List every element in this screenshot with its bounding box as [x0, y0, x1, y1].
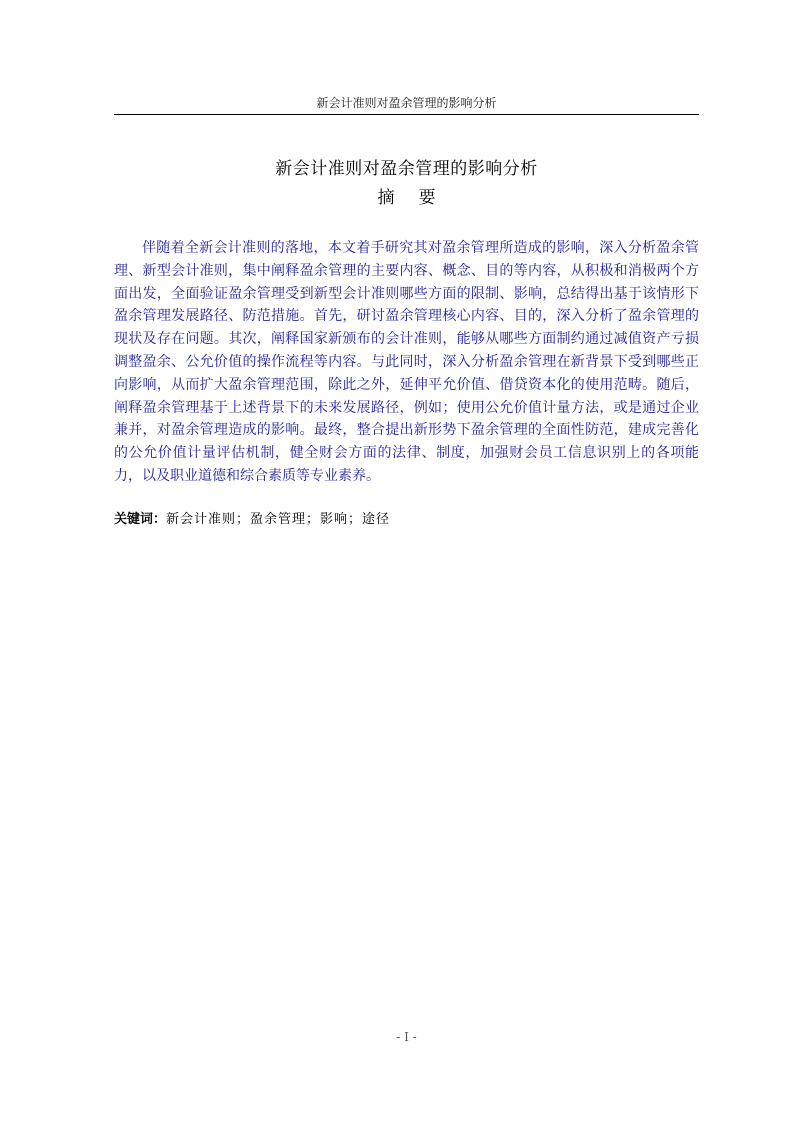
keywords-line — [114, 510, 699, 530]
running-header: 新会计准则对盈余管理的影响分析 — [316, 96, 497, 110]
page-number: - I - — [396, 1030, 417, 1044]
header-divider — [114, 114, 699, 115]
keywords-values: 新会计准则；盈余管理；影响；途径 — [166, 512, 391, 527]
keywords-label: 关键词： — [114, 512, 167, 527]
abstract-heading: 摘要 — [377, 188, 460, 208]
abstract-body: 伴随着全新会计准则的落地，本文着手研究其对盈余管理所造成的影响，深入分析盈余管理、新型会计准则，集中阐释盈余管理的主要内容、概念、目的等内容，从积极和消极两个方面出发，全面验证盈余管理受到新型会计准则哪些方面的限制、影响，总结得出基于该情形下盈余管理发展路径、防范措施。首先，研讨盈余管理核心内容、目的，深入分析了盈余管理的现状及存在问题。其次，阐释国家新颁布的会计准则，能够从哪些方面制约通过减值资产亏损调整盈余、公允价值的操作流程等内容。与此同时，深入分析盈余管理在新背景下受到哪些正向影响，从而扩大盈余管理范围，除此之外，延伸平允价值、借贷资本化的使用范畴。随后，阐释盈余管理基于上述背景下的未来发展路径，例如；使用公允价值计量方法，或是通过企业兼并，对盈余管理造成的影响。最终，整合提出新形势下盈余管理的全面性防范，建成完善化的公允价值计量评估机制，健全财会方面的法律、制度，加强财会员工信息识别上的各项能力，以及职业道德和综合素质等专业素养。 — [114, 240, 699, 484]
document-title: 新会计准则对盈余管理的影响分析 — [275, 159, 538, 179]
